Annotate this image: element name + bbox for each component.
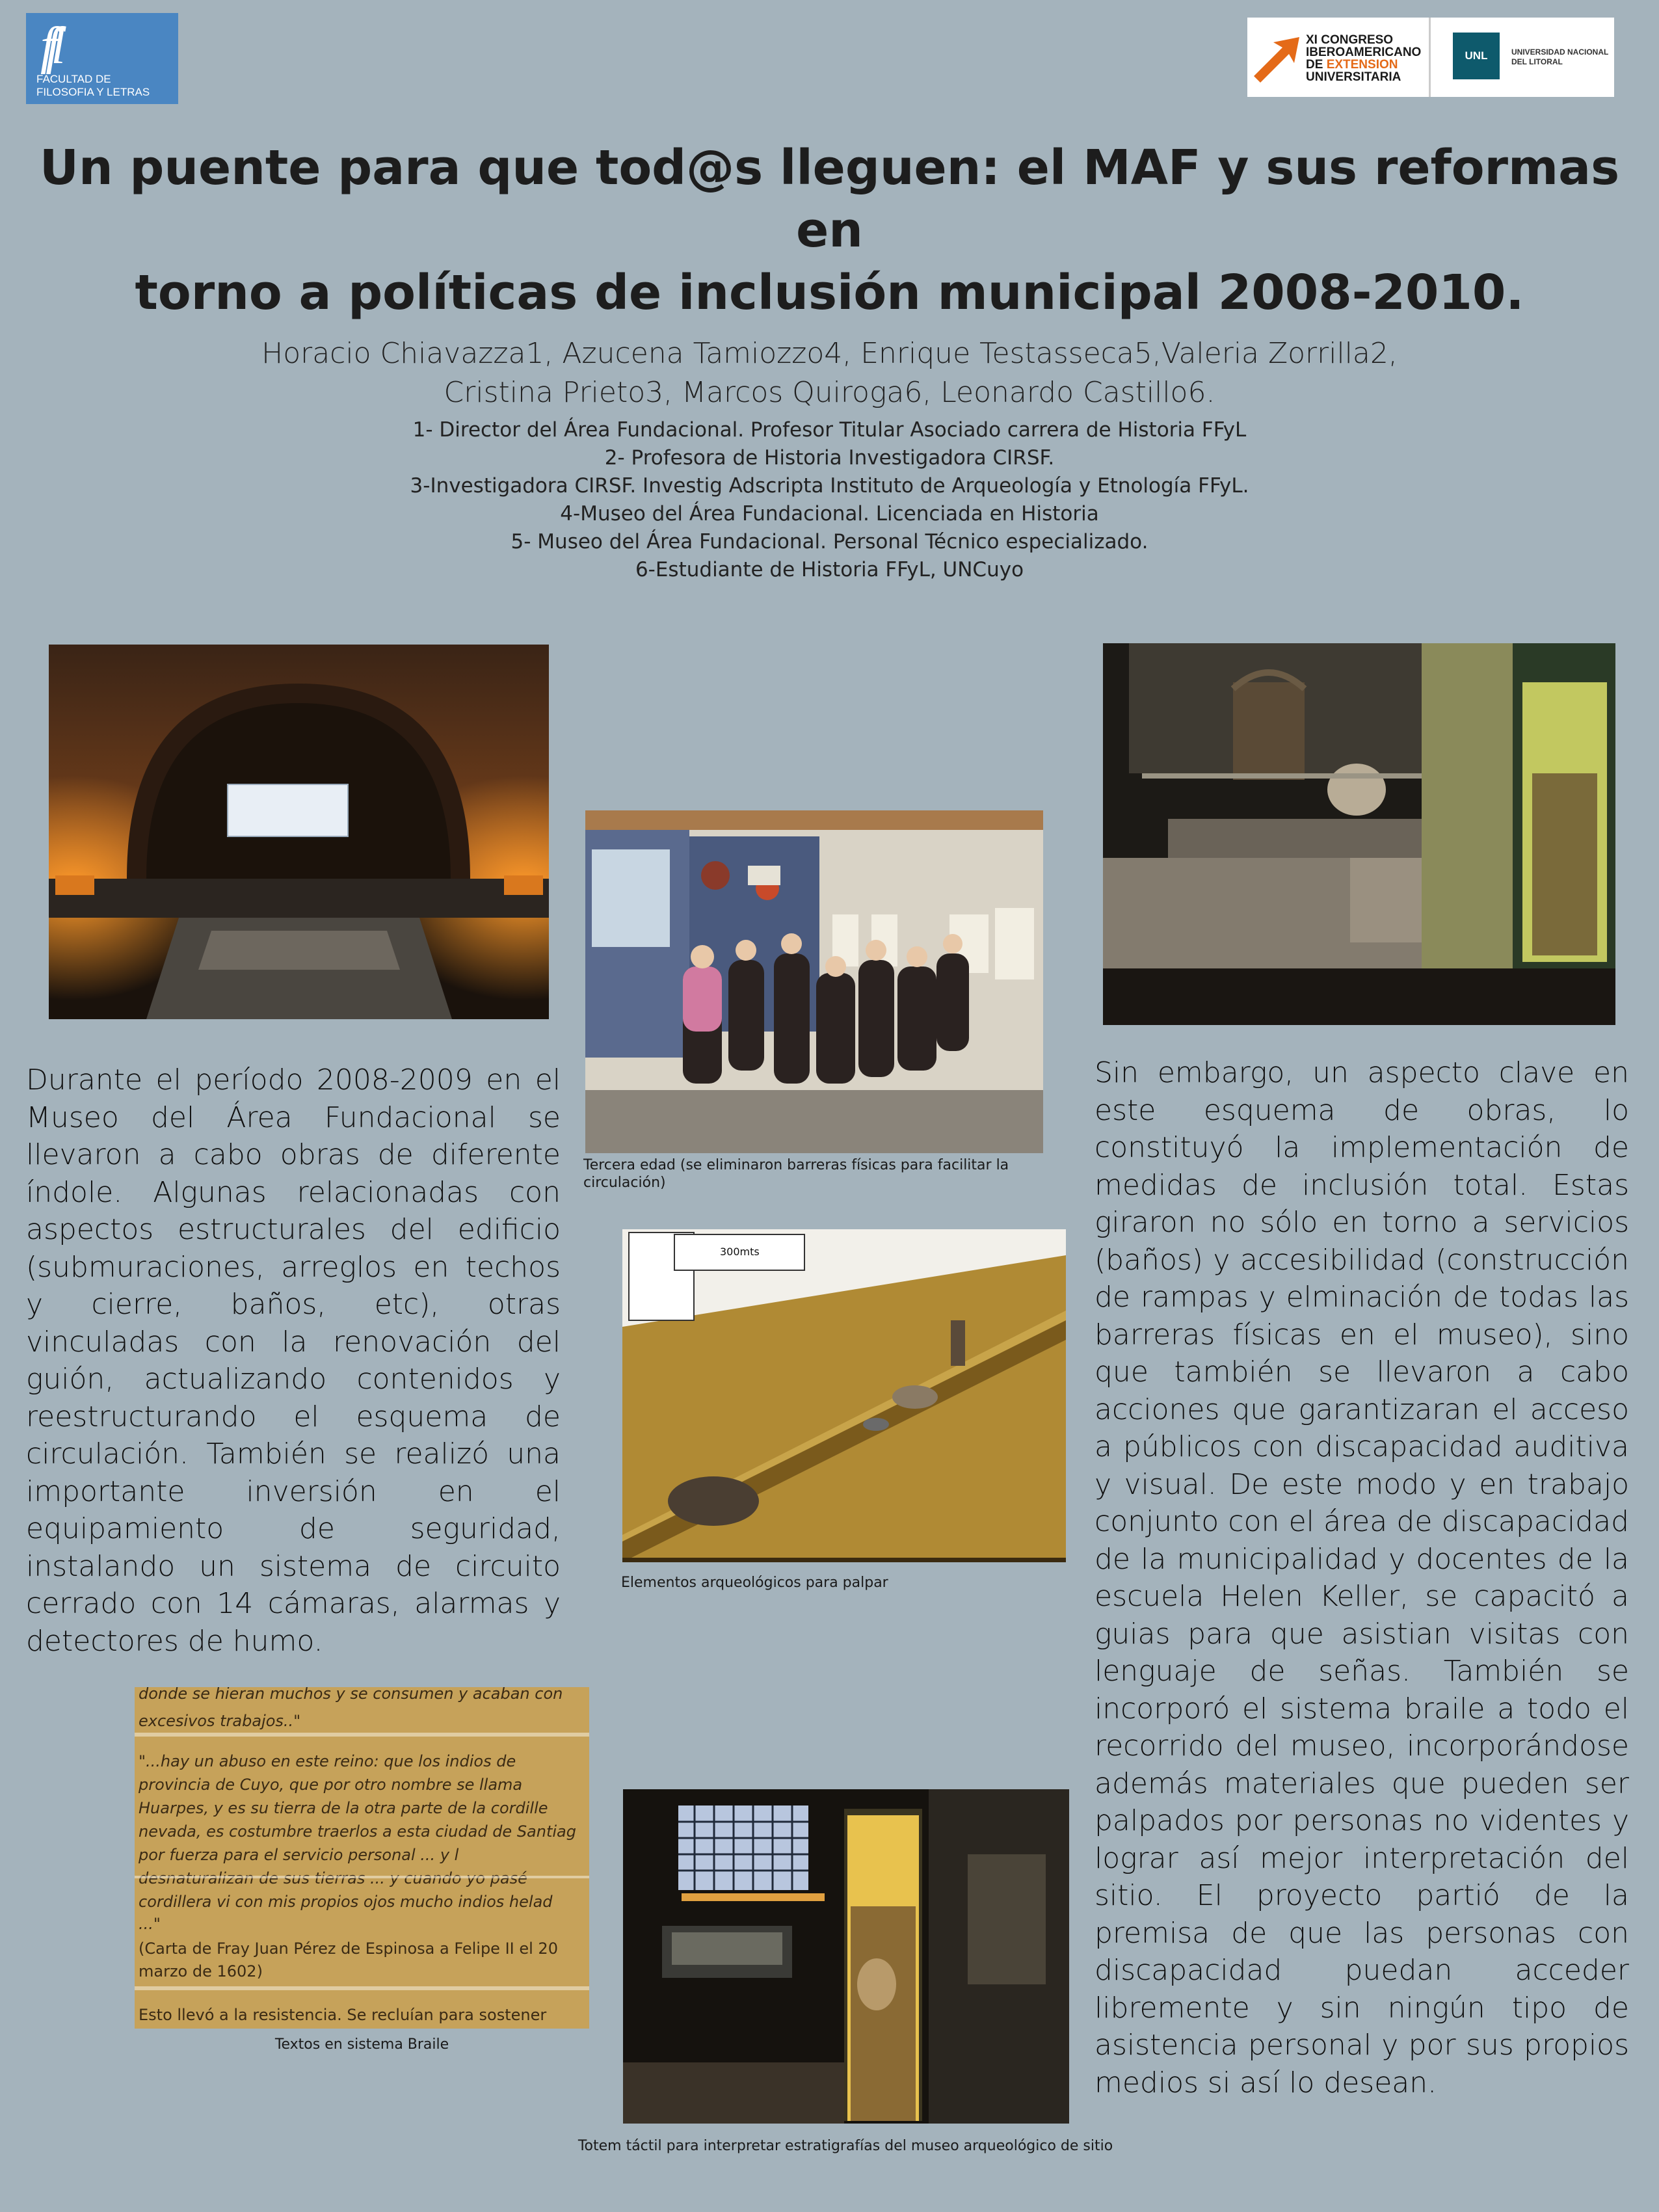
braille-line-9: cordillera vi con mis propios ojos mucho indios helad (139, 1893, 553, 1911)
affiliations (39, 416, 1620, 584)
affiliation-3: 3-Investigadora CIRSF. Investig Adscripta Instituto de Arqueología y Etnología FFyL. (410, 474, 1249, 498)
braille-line-11: (Carta de Fray Juan Pérez de Espinosa a Felipe II el 20 (139, 1939, 558, 1958)
ffyl-logo-line2: FILOSOFIA Y LETRAS (36, 86, 150, 98)
ffyl-logo-line1: FACULTAD DE (36, 73, 111, 85)
caption-tactile-totem: Totem táctil para interpretar estratigrafías del museo arqueológico de sitio (577, 2138, 1113, 2154)
authors (39, 334, 1620, 412)
congreso-line4: UNIVERSITARIA (1306, 70, 1401, 84)
braille-line-3: "...hay un abuso en este reino: que los indios de (139, 1752, 516, 1770)
affiliation-1: 1- Director del Área Fundacional. Profesor Titular Asociado carrera de Historia FFyL (412, 418, 1247, 442)
congreso-line3 (1306, 59, 1421, 71)
photo-museum-arch (49, 645, 549, 1019)
photo-elderly-group (585, 810, 1043, 1153)
ffyl-logo-mark: ffl (40, 18, 57, 75)
unl-line1: UNIVERSIDAD NACIONAL (1511, 47, 1609, 57)
braille-line-7: por fuerza para el servicio personal ... y l (139, 1846, 459, 1864)
congreso-line2: IBEROAMERICANO (1306, 46, 1422, 59)
congreso-logo (1247, 18, 1614, 97)
affiliation-4: 4-Museo del Área Fundacional. Licenciada en Historia (560, 502, 1099, 526)
braille-line-2: excesivos trabajos.." (139, 1712, 301, 1730)
caption-elderly-group: Tercera edad (se eliminaron barreras físicas para facilitar la circulación) (583, 1157, 1009, 1191)
congreso-line3-prefix: DE (1306, 58, 1327, 72)
authors-line2: Cristina Prieto3, Marcos Quiroga6, Leonardo Castillo6. (444, 376, 1215, 409)
photo-braille-text (135, 1687, 589, 2029)
braille-line-4: provincia de Cuyo, que por otro nombre se llama (139, 1776, 523, 1794)
ffyl-logo-text (36, 73, 150, 99)
braille-line-6: nevada, es costumbre traerlos a esta ciudad de Santiag (139, 1822, 576, 1841)
congreso-logo-text (1306, 34, 1421, 83)
braille-line-12: marzo de 1602) (139, 1962, 263, 1980)
braille-line-5: Huarpes, y es su tierra de la otra parte de la cordille (139, 1799, 548, 1817)
title-line1: Un puente para que tod@s lleguen: el MAF y sus reformas en (39, 140, 1620, 258)
title-line2: torno a políticas de inclusión municipal 2008-2010. (135, 265, 1524, 321)
unl-logo-text (1511, 47, 1608, 67)
affiliation-5: 5- Museo del Área Fundacional. Personal Técnico especializado. (511, 530, 1148, 553)
photo-exhibit-vitrine (1103, 643, 1615, 1025)
unl-logo-mark: UNL (1453, 33, 1500, 79)
paragraph-works: Durante el período 2008-2009 en el Museo del Área Fundacional se llevaron a cabo obras de diferente índole. Algunas relacionadas con aspectos estructurales del edificio (submuraciones, arreglos en techos y cierre, baños, etc), otras vinculadas con la renovación del guión, actualizando contenidos y reestructurando el esquema de circulación. También se realizó una importante inversión en el equipamiento de seguridad, instalando un sistema de circuito cerrado con 14 cámaras, alarmas y detectores de humo. (26, 1063, 561, 1658)
braille-line-10: ..." (139, 1915, 161, 1933)
braille-line-13: Esto llevó a la resistencia. Se recluían para sostener (139, 2006, 547, 2024)
ffyl-logo (26, 13, 178, 104)
photo-tactile-shelf (622, 1229, 1066, 1562)
unl-line2: DEL LITORAL (1511, 57, 1563, 66)
paragraph-inclusion: Sin embargo, un aspecto clave en este esquema de obras, lo constituyó la implementación de medidas de inclusión total. Estas giraron no sólo en torno a servicios (baños) y accesibilidad (construcción de rampas y elminación de todas las barreras físicas en el museo), sino que también se llevaron a cabo acciones que garantizaran el acceso a públicos con discapacidad auditiva y visual. De este modo y en trabajo conjunto con el área de discapacidad de la municipalidad y docentes de la escuela Helen Keller, se capacitó a guias para que asistian visitas con lenguaje de señas. También se incorporó el sistema braile a todo el recorrido del museo, incorporándose además materiales que pueden ser palpados por personas no videntes y lograr así mejor interpretación del sitio. El proyecto partió de la premisa de que las personas con discapacidad puedan acceder libremente y sin ningún tipo de asistencia personal y por sus propios medios si así lo desean. (1095, 1056, 1629, 2099)
affiliation-6: 6-Estudiante de Historia FFyL, UNCuyo (635, 558, 1024, 581)
authors-line1: Horacio Chiavazza1, Azucena Tamiozzo4, Enrique Testasseca5,Valeria Zorrilla2, (261, 337, 1398, 370)
shelf-scale-label: 300mts (720, 1246, 760, 1258)
braille-line-1: donde se hieran muchos y se consumen y acaban con (139, 1687, 563, 1703)
congreso-line1: XI CONGRESO (1306, 33, 1394, 47)
poster-title (39, 137, 1620, 324)
photo-tactile-totem (623, 1789, 1069, 2124)
congreso-line3-highlight: EXTENSION (1326, 58, 1398, 72)
affiliation-2: 2- Profesora de Historia Investigadora CIRSF. (604, 446, 1055, 470)
caption-tactile-shelf: Elementos arqueológicos para palpar (621, 1575, 888, 1591)
caption-braille: Textos en sistema Braile (274, 2036, 449, 2053)
logo-divider (1429, 18, 1431, 97)
